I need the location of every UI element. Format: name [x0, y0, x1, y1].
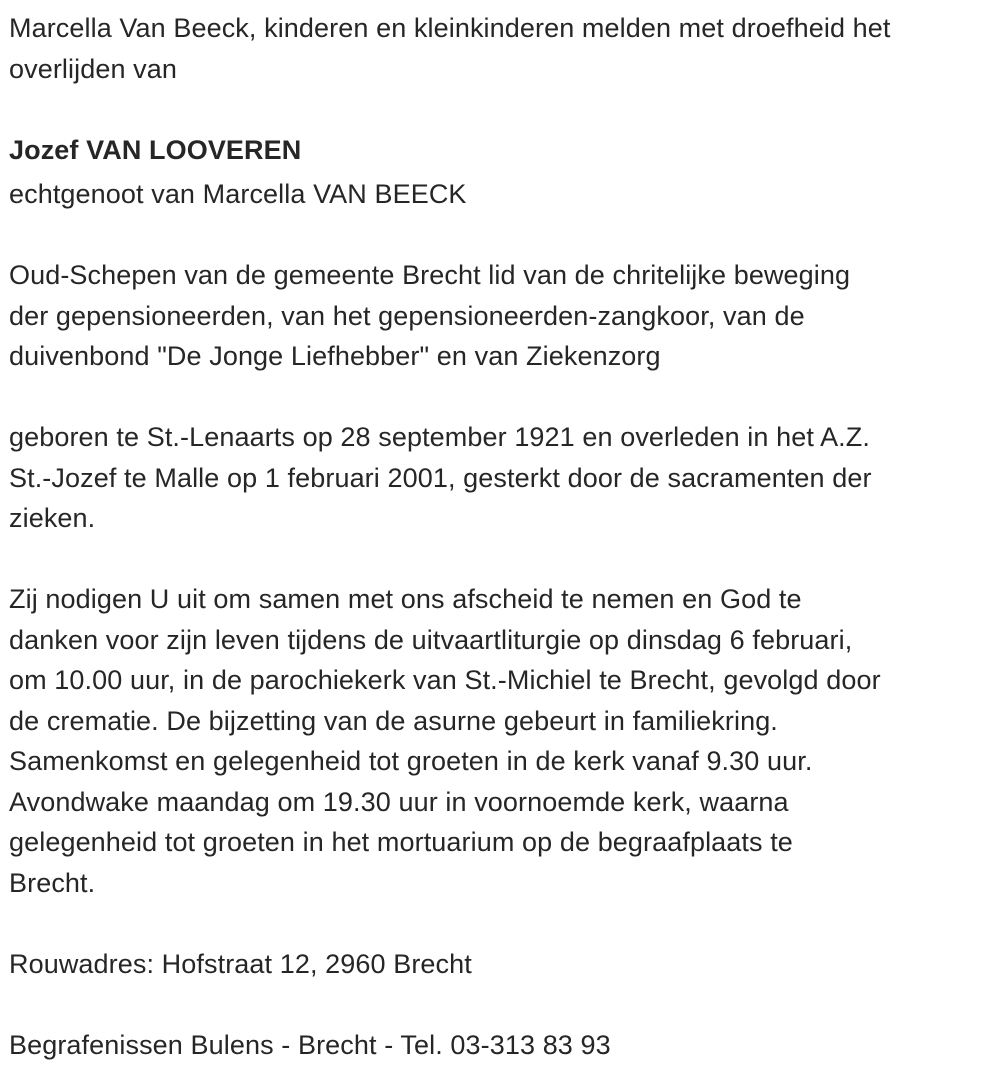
birth-death-paragraph [9, 417, 992, 539]
birth-death-line-2: St.-Jozef te Malle op 1 februari 2001, gesterkt door de sacramenten der [9, 462, 872, 493]
ceremony-line-7: gelegenheid tot groeten in het mortuarium op de begraafplaats te [9, 827, 793, 857]
ceremony-line-5: Samenkomst en gelegenheid tot groeten in de kerk vanaf 9.30 uur. [9, 746, 813, 776]
memberships-line-1: Oud-Schepen van de gemeente Brecht lid van de chritelijke beweging [9, 260, 851, 290]
relation-line: echtgenoot van Marcella VAN BEECK [9, 179, 467, 209]
intro-line-2: overlijden van [9, 53, 178, 84]
memberships-paragraph [9, 255, 992, 377]
funeral-home-line: Begrafenissen Bulens - Brecht - Tel. 03-313 83 93 [9, 1029, 611, 1060]
birth-death-line-3: zieken. [9, 503, 96, 533]
memberships-line-2: der gepensioneerden, van het gepensioneerden-zangkoor, van de [9, 300, 805, 331]
birth-death-line-1: geboren te St.-Lenaarts op 28 september 1921 en overleden in het A.Z. [9, 422, 870, 452]
intro-line-1: Marcella Van Beeck, kinderen en kleinkinderen melden met droefheid het [9, 13, 891, 43]
mourning-address: Rouwadres: Hofstraat 12, 2960 Brecht [9, 948, 472, 979]
ceremony-line-3: om 10.00 uur, in de parochiekerk van St.-Michiel te Brecht, gevolgd door [9, 665, 881, 695]
ceremony-paragraph [9, 579, 992, 903]
memberships-line-3: duivenbond "De Jonge Liefhebber" en van Ziekenzorg [9, 341, 661, 371]
intro-paragraph [9, 8, 992, 89]
deceased-name: Jozef VAN LOOVEREN [9, 134, 302, 165]
ceremony-line-2: danken voor zijn leven tijdens de uitvaartliturgie op dinsdag 6 februari, [9, 624, 853, 655]
ceremony-line-1: Zij nodigen U uit om samen met ons afscheid te nemen en God te [9, 584, 802, 614]
ceremony-line-4: de crematie. De bijzetting van de asurne gebeurt in familiekring. [9, 705, 778, 736]
ceremony-line-6: Avondwake maandag om 19.30 uur in voornoemde kerk, waarna [9, 786, 789, 817]
ceremony-line-8: Brecht. [9, 867, 96, 898]
